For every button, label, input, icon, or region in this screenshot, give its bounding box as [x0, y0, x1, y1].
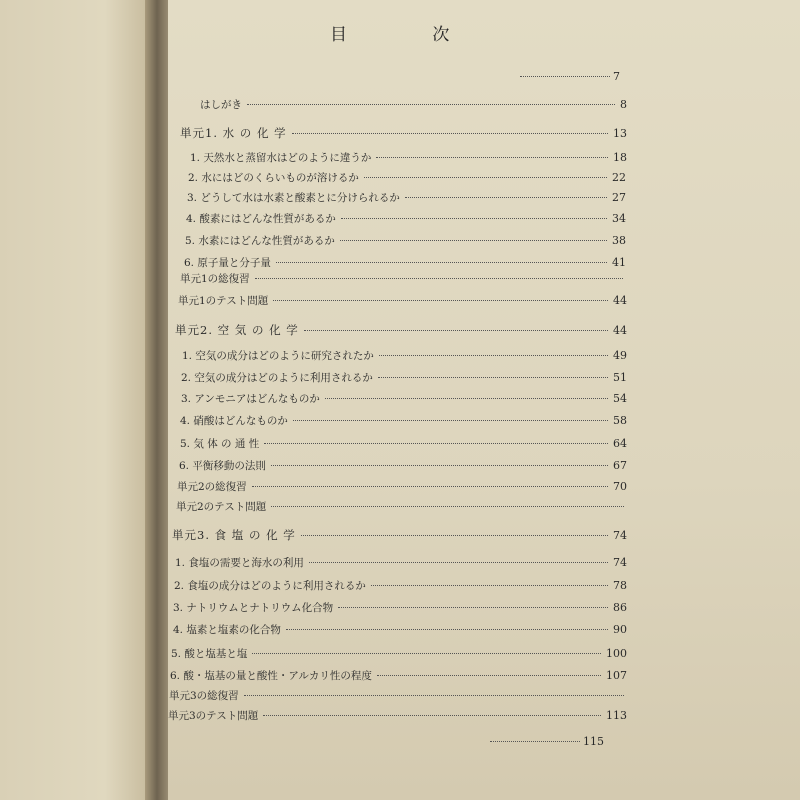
- leader-dots: [340, 240, 607, 241]
- toc-entry: [187, 190, 626, 205]
- toc-entry-title: 3. どうして水は水素と酸素とに分けられるか: [187, 192, 400, 204]
- toc-entry-title: 5. 気 体 の 通 性: [180, 438, 260, 450]
- leader-dots: [252, 486, 608, 487]
- leader-dots: [292, 133, 608, 134]
- toc-bottom-page: [490, 735, 604, 748]
- leader-dots: [273, 300, 608, 301]
- leader-dots: [301, 535, 608, 536]
- toc-entry: [173, 622, 627, 637]
- toc-entry-page: 27: [612, 191, 626, 204]
- leader-dots: [271, 465, 608, 466]
- toc-entry-title: 5. 酸と塩基と塩: [171, 648, 248, 660]
- toc-entry: [169, 688, 627, 703]
- toc-entry: [200, 97, 627, 112]
- leader-dots: [263, 715, 601, 716]
- toc-entry: [173, 600, 627, 615]
- toc-entry: [168, 708, 627, 723]
- leader-dots: [377, 675, 601, 676]
- toc-entry-title: 1. 空気の成分はどのように研究されたか: [182, 350, 374, 362]
- toc-entry-page: 44: [613, 294, 627, 307]
- toc-entry: [184, 255, 626, 270]
- toc-entry-page: 8: [620, 98, 627, 111]
- toc-entry: [190, 150, 627, 165]
- leader-dots: [338, 607, 608, 608]
- toc-entry-title: 単元3のテスト問題: [168, 710, 259, 722]
- leader-dots: [378, 377, 608, 378]
- page-number: 7: [613, 70, 620, 83]
- leader-dots: [264, 443, 608, 444]
- toc-entry-page: 18: [613, 151, 627, 164]
- toc-entry-page: 90: [613, 623, 627, 636]
- toc-entry: [180, 413, 627, 428]
- toc-entry: [170, 668, 627, 683]
- toc-entry-page: 41: [612, 256, 626, 269]
- page-number: 115: [583, 735, 604, 748]
- toc-entry: [188, 170, 626, 185]
- toc-entry-title: 単元1のテスト問題: [178, 295, 269, 307]
- toc-entry-title: 単元2の総復習: [177, 481, 247, 493]
- leader-dots: [252, 653, 601, 654]
- leader-dots: [247, 104, 615, 105]
- toc-entry: [179, 458, 627, 473]
- toc-entry: [182, 348, 627, 363]
- toc-entry: [175, 322, 627, 338]
- toc-entry-page: 107: [606, 669, 627, 682]
- toc-top-page: [520, 70, 620, 83]
- toc-entry-page: 49: [613, 349, 627, 362]
- toc-entry-page: 64: [613, 437, 627, 450]
- toc-entry-title: 6. 酸・塩基の量と酸性・アルカリ性の程度: [170, 670, 372, 682]
- toc-entry: [176, 499, 627, 514]
- toc-entry-title: 単元2. 空 気 の 化 学: [175, 323, 299, 337]
- leader-dots: [304, 330, 608, 331]
- toc-entry-page: 13: [613, 127, 627, 140]
- leader-dots: [520, 76, 610, 77]
- toc-entry-title: 4. 酸素にはどんな性質があるか: [186, 213, 336, 225]
- leader-dots: [293, 420, 608, 421]
- toc-entry-title: 1. 食塩の需要と海水の利用: [175, 557, 304, 569]
- leader-dots: [341, 218, 607, 219]
- leader-dots: [271, 506, 624, 507]
- leader-dots: [376, 157, 608, 158]
- toc-entry: [186, 211, 626, 226]
- toc-entry: [178, 293, 627, 308]
- toc-entry-page: 58: [613, 414, 627, 427]
- toc-entry-title: 6. 原子量と分子量: [184, 257, 271, 269]
- toc-entry-page: 70: [613, 480, 627, 493]
- toc-entry-page: 34: [612, 212, 626, 225]
- toc-entry-title: 2. 食塩の成分はどのように利用されるか: [174, 580, 366, 592]
- toc-entry-title: 3. アンモニアはどんなものか: [181, 393, 320, 405]
- toc-entry-page: 67: [613, 459, 627, 472]
- toc-entry: [175, 555, 627, 570]
- toc-entry-page: 54: [613, 392, 627, 405]
- toc-entry-page: 51: [613, 371, 627, 384]
- toc-entry-page: 74: [613, 529, 627, 542]
- toc-entry-title: はしがき: [200, 99, 242, 111]
- toc-entry-page: 100: [606, 647, 627, 660]
- toc-entry-title: 3. ナトリウムとナトリウム化合物: [173, 602, 334, 614]
- page-title: 目 次: [330, 25, 490, 45]
- toc-entry: [180, 125, 627, 141]
- leader-dots: [276, 262, 607, 263]
- toc-entry-page: 86: [613, 601, 627, 614]
- toc-entry: [177, 479, 627, 494]
- leader-dots: [244, 695, 624, 696]
- toc-entry-title: 6. 平衡移動の法則: [179, 460, 266, 472]
- leader-dots: [255, 278, 623, 279]
- leader-dots: [364, 177, 607, 178]
- leader-dots: [286, 629, 608, 630]
- toc-entry-title: 4. 塩素と塩素の化合物: [173, 624, 281, 636]
- toc-entry: [180, 271, 626, 286]
- toc-entry-page: 22: [612, 171, 626, 184]
- leader-dots: [325, 398, 608, 399]
- toc-entry: [181, 370, 627, 385]
- toc-entry-title: 5. 水素にはどんな性質があるか: [185, 235, 335, 247]
- toc-entry: [172, 527, 627, 543]
- toc-entry: [185, 233, 626, 248]
- toc-entry-title: 単元1の総復習: [180, 273, 250, 285]
- leader-dots: [371, 585, 608, 586]
- toc-entry-title: 1. 天然水と蒸留水はどのように違うか: [190, 152, 372, 164]
- toc-entry-page: 38: [612, 234, 626, 247]
- toc-entry-title: 単元1. 水 の 化 学: [180, 126, 287, 140]
- left-page: [0, 0, 150, 800]
- toc-entry-page: 74: [613, 556, 627, 569]
- toc-entry-title: 単元2のテスト問題: [176, 501, 267, 513]
- toc-entry-title: 4. 硝酸はどんなものか: [180, 415, 288, 427]
- toc-entry-title: 2. 水にはどのくらいものが溶けるか: [188, 172, 359, 184]
- toc-entry-page: 44: [613, 324, 627, 337]
- leader-dots: [490, 741, 580, 742]
- toc-entry: [180, 436, 627, 451]
- toc-entry-page: 78: [613, 579, 627, 592]
- leader-dots: [405, 197, 607, 198]
- toc-entry: [174, 578, 627, 593]
- leader-dots: [309, 562, 608, 563]
- toc-entry-title: 単元3. 食 塩 の 化 学: [172, 528, 296, 542]
- toc-entry: [181, 391, 627, 406]
- toc-entry-title: 2. 空気の成分はどのように利用されるか: [181, 372, 373, 384]
- toc-entry-title: 単元3の総復習: [169, 690, 239, 702]
- toc-entry-page: 113: [606, 709, 627, 722]
- leader-dots: [379, 355, 608, 356]
- toc-entry: [171, 646, 627, 661]
